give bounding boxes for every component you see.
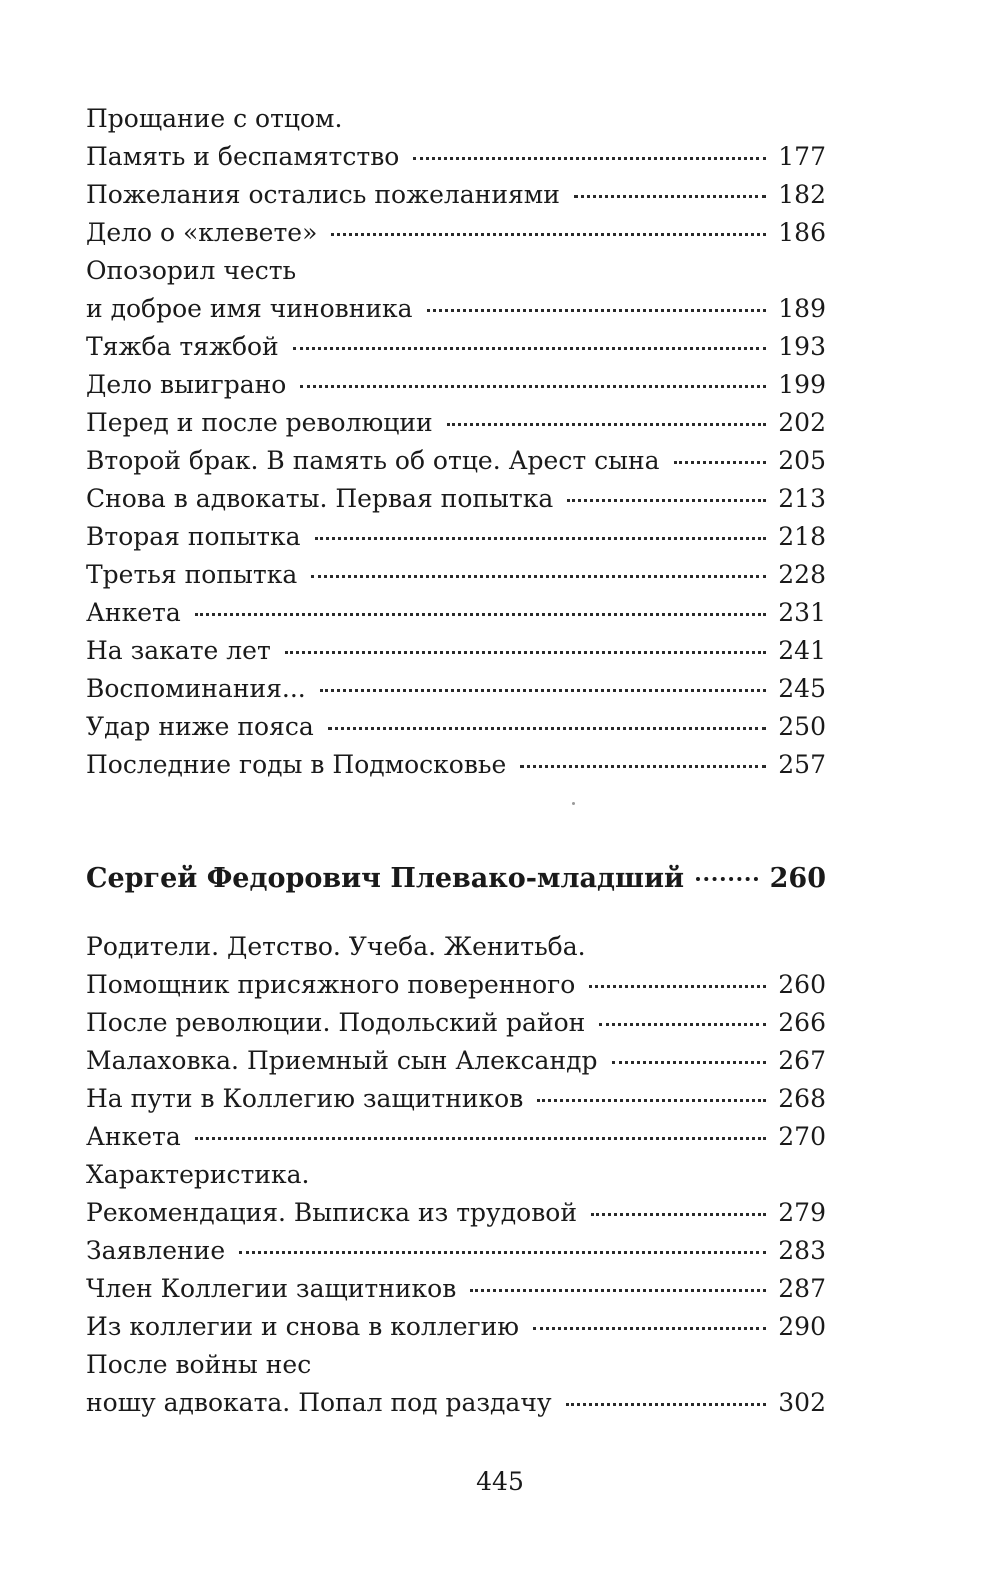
- toc-entry[interactable]: [86, 746, 826, 784]
- toc-list-part-2: [86, 928, 826, 1422]
- toc-entry-page: 193: [778, 332, 826, 361]
- toc-entry-title: Снова в адвокаты. Первая попытка: [86, 484, 554, 513]
- toc-entry[interactable]: [86, 404, 826, 442]
- toc-entry-page: 228: [778, 560, 826, 589]
- toc-entry-title: Дело о «клевете»: [86, 218, 318, 247]
- toc-entry: [86, 1346, 826, 1384]
- dot-leader: [520, 765, 766, 768]
- toc-entry-page: 231: [778, 598, 826, 627]
- toc-entry-page: 260: [778, 970, 826, 999]
- dot-leader: [674, 461, 766, 464]
- dot-leader: [293, 347, 766, 350]
- toc-entry-page: 250: [778, 712, 826, 741]
- toc-entry[interactable]: [86, 1384, 826, 1422]
- toc-entry-title: Третья попытка: [86, 560, 298, 589]
- toc-entry-page: 279: [778, 1198, 826, 1227]
- toc-entry-page: 189: [778, 294, 826, 323]
- toc-entry-title: Перед и после революции: [86, 408, 433, 437]
- dot-leader: [447, 423, 766, 426]
- dot-leader: [311, 575, 766, 578]
- toc-entry-page: 302: [778, 1388, 826, 1417]
- toc-entry[interactable]: [86, 594, 826, 632]
- toc-entry[interactable]: [86, 1232, 826, 1270]
- toc-entry-page: 287: [778, 1274, 826, 1303]
- toc-entry[interactable]: [86, 518, 826, 556]
- toc-entry-title: На закате лет: [86, 636, 271, 665]
- toc-entry-title: После революции. Подольский район: [86, 1008, 586, 1037]
- toc-entry[interactable]: [86, 1308, 826, 1346]
- toc-entry[interactable]: [86, 442, 826, 480]
- toc-entry-page: 202: [778, 408, 826, 437]
- toc-entry-page: 186: [778, 218, 826, 247]
- dot-leader: [566, 1403, 766, 1406]
- toc-list-part-1: [86, 100, 826, 784]
- toc-entry-title: На пути в Коллегию защитников: [86, 1084, 524, 1113]
- toc-entry: [86, 100, 826, 138]
- toc-entry-title: После войны нес: [86, 1350, 312, 1379]
- toc-entry-title: Заявление: [86, 1236, 226, 1265]
- toc-entry-title: Память и беспамятство: [86, 142, 400, 171]
- toc-entry[interactable]: [86, 556, 826, 594]
- toc-entry[interactable]: [86, 480, 826, 518]
- dot-leader: [413, 157, 766, 160]
- dot-leader: [239, 1251, 766, 1254]
- toc-entry-title: Родители. Детство. Учеба. Женитьба.: [86, 932, 586, 961]
- toc-entry-page: 283: [778, 1236, 826, 1265]
- toc-entry-title: Пожелания остались пожеланиями: [86, 180, 560, 209]
- toc-entry-title: и доброе имя чиновника: [86, 294, 413, 323]
- toc-entry[interactable]: [86, 366, 826, 404]
- toc-entry-title: Анкета: [86, 598, 181, 627]
- toc-entry[interactable]: [86, 670, 826, 708]
- print-speck: [572, 802, 575, 805]
- dot-leader: [537, 1099, 766, 1102]
- toc-entry[interactable]: [86, 328, 826, 366]
- toc-entry-page: 213: [778, 484, 826, 513]
- toc-entry-title: Второй брак. В память об отце. Арест сына: [86, 446, 660, 475]
- toc-entry[interactable]: [86, 1194, 826, 1232]
- dot-leader: [300, 385, 766, 388]
- dot-leader: [285, 651, 766, 654]
- toc-entry[interactable]: [86, 1270, 826, 1308]
- dot-leader: [599, 1023, 766, 1026]
- toc-entry-title: Член Коллегии защитников: [86, 1274, 457, 1303]
- toc-entry-title: Тяжба тяжбой: [86, 332, 279, 361]
- toc-entry-page: 268: [778, 1084, 826, 1113]
- toc-entry-page: 270: [778, 1122, 826, 1151]
- dot-leader: [470, 1289, 766, 1292]
- toc-entry-page: 290: [778, 1312, 826, 1341]
- toc-entry[interactable]: [86, 290, 826, 328]
- toc-entry-page: 199: [778, 370, 826, 399]
- toc-entry[interactable]: [86, 1042, 826, 1080]
- toc-entry[interactable]: [86, 214, 826, 252]
- toc-entry-title: Анкета: [86, 1122, 181, 1151]
- dot-leader: [195, 613, 766, 616]
- dot-leader: [328, 727, 766, 730]
- toc-entry-title: Удар ниже пояса: [86, 712, 314, 741]
- dot-leader: [315, 537, 766, 540]
- section-title: Сергей Федорович Плевако-младший: [86, 863, 685, 894]
- toc-entry-page: 177: [778, 142, 826, 171]
- toc-entry-page: 241: [778, 636, 826, 665]
- toc-entry-page: 218: [778, 522, 826, 551]
- toc-entry-page: 245: [778, 674, 826, 703]
- toc-entry-title: Характеристика.: [86, 1160, 310, 1189]
- toc-entry[interactable]: [86, 966, 826, 1004]
- toc-entry-title: Вторая попытка: [86, 522, 301, 551]
- section-page-number: 260: [769, 863, 826, 894]
- toc-entry-page: 182: [778, 180, 826, 209]
- toc-entry[interactable]: [86, 632, 826, 670]
- toc-entry-page: 267: [778, 1046, 826, 1075]
- toc-entry: [86, 1156, 826, 1194]
- dot-leader: [574, 195, 766, 198]
- toc-entry-title: Дело выиграно: [86, 370, 287, 399]
- toc-entry[interactable]: [86, 176, 826, 214]
- dot-leader: [696, 877, 758, 881]
- toc-entry-title: Прощание с отцом.: [86, 104, 343, 133]
- dot-leader: [591, 1213, 766, 1216]
- dot-leader: [567, 499, 766, 502]
- page-number: 445: [476, 1467, 524, 1496]
- toc-entry-title: Рекомендация. Выписка из трудовой: [86, 1198, 577, 1227]
- toc-entry-page: 266: [778, 1008, 826, 1037]
- dot-leader: [589, 985, 766, 988]
- dot-leader: [427, 309, 766, 312]
- toc-entry-page: 257: [778, 750, 826, 779]
- toc-entry[interactable]: [86, 1004, 826, 1042]
- toc-entry[interactable]: [86, 1118, 826, 1156]
- toc-entry-title: Последние годы в Подмосковье: [86, 750, 507, 779]
- toc-entry[interactable]: [86, 138, 826, 176]
- section-heading[interactable]: [86, 857, 826, 901]
- toc-entry: [86, 252, 826, 290]
- toc-entry[interactable]: [86, 708, 826, 746]
- toc-entry-title: Опозорил честь: [86, 256, 297, 285]
- toc-entry-title: ношу адвоката. Попал под раздачу: [86, 1388, 552, 1417]
- toc-entry: [86, 928, 826, 966]
- toc-entry-title: Малаховка. Приемный сын Александр: [86, 1046, 598, 1075]
- toc-entry-title: Из коллегии и снова в коллегию: [86, 1312, 520, 1341]
- toc-entry-title: Помощник присяжного поверенного: [86, 970, 576, 999]
- dot-leader: [331, 233, 766, 236]
- dot-leader: [533, 1327, 766, 1330]
- toc-entry[interactable]: [86, 1080, 826, 1118]
- dot-leader: [320, 689, 766, 692]
- toc-entry-page: 205: [778, 446, 826, 475]
- dot-leader: [195, 1137, 766, 1140]
- toc-entry-title: Воспоминания...: [86, 674, 306, 703]
- dot-leader: [612, 1061, 766, 1064]
